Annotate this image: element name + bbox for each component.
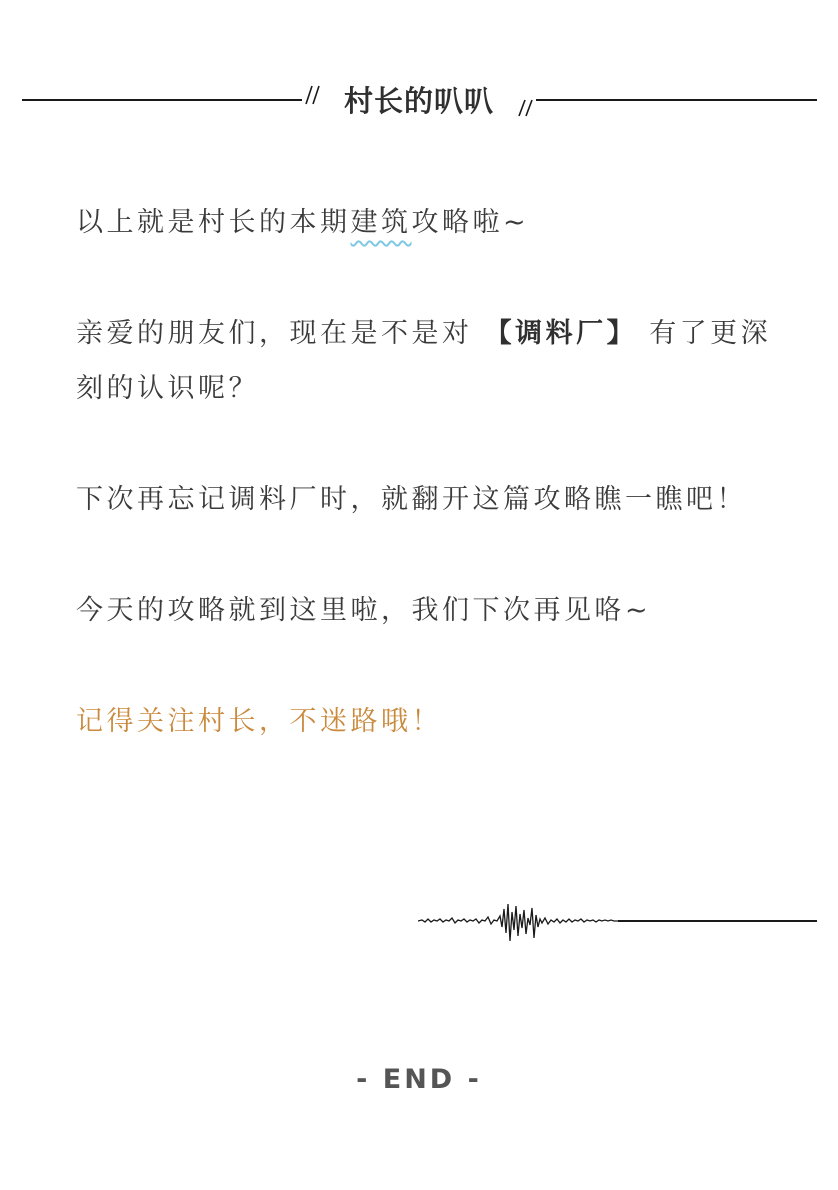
soundwave-divider-icon bbox=[418, 900, 818, 946]
header-title: 村长的叭叭 bbox=[343, 84, 494, 118]
paragraph-farewell: 今天的攻略就到这里啦，我们下次再见咯~ bbox=[76, 595, 652, 626]
section-header bbox=[0, 60, 838, 140]
article-body bbox=[76, 195, 776, 805]
paragraph-question bbox=[76, 306, 776, 416]
question-text-after: 有了更深刻的认识呢？ bbox=[76, 318, 772, 404]
end-marker: - END - bbox=[356, 1064, 482, 1095]
bold-term: 【调料厂】 bbox=[484, 318, 638, 349]
paragraph-reminder: 下次再忘记调料厂时，就翻开这篇攻略瞧一瞧吧！ bbox=[76, 484, 747, 515]
intro-text-after: 攻略啦~ bbox=[411, 207, 530, 238]
question-text-before: 亲爱的朋友们，现在是不是对 bbox=[76, 318, 473, 349]
intro-text-before: 以上就是村长的本期 bbox=[76, 207, 351, 238]
highlighted-word: 建筑 bbox=[350, 207, 412, 238]
paragraph-intro bbox=[76, 195, 776, 250]
paragraph-follow-cta: 记得关注村长，不迷路哦！ bbox=[76, 706, 442, 737]
